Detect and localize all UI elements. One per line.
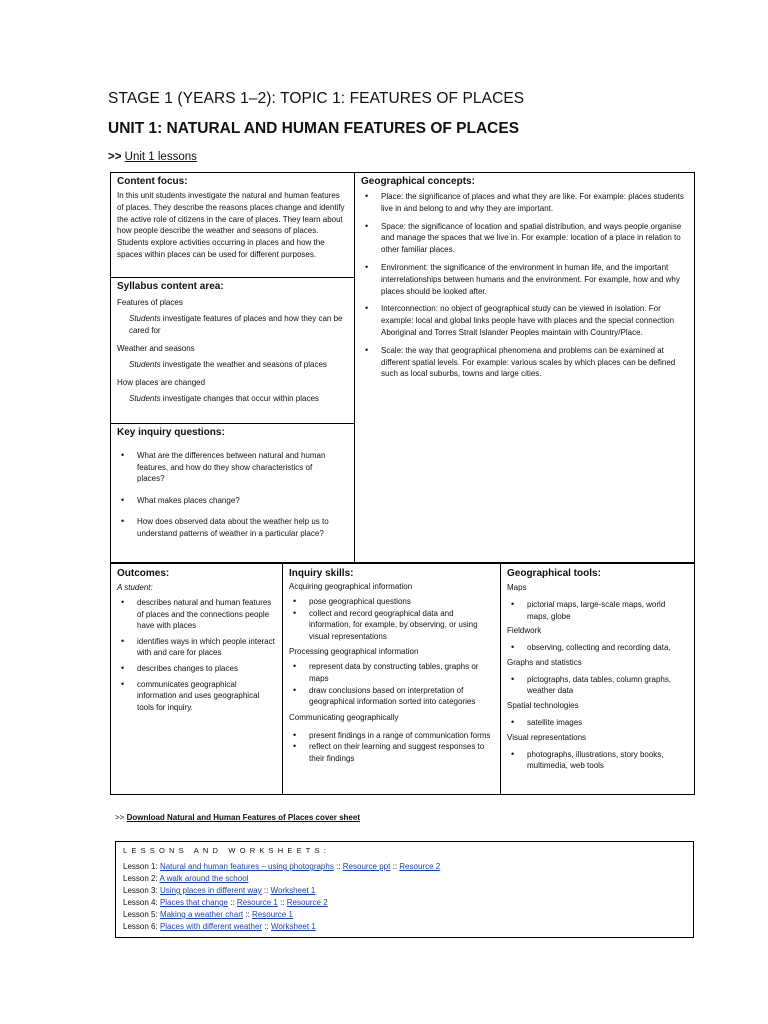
skills-group-heading: Processing geographical information — [289, 647, 419, 657]
download-cover-sheet-link[interactable]: Download Natural and Human Features of Places cover sheet — [126, 813, 360, 822]
syllabus-content-cell — [110, 277, 355, 424]
outcome-item: • communicates geographical information and uses geographical tools for inquiry. — [117, 679, 276, 714]
lesson-label: Lesson 4: — [123, 898, 158, 907]
inquiry-questions-list — [117, 450, 348, 540]
lessons-title: LESSONS AND WORKSHEETS: — [123, 846, 331, 855]
tools-group-heading: Graphs and statistics — [507, 657, 582, 667]
syllabus-list — [117, 297, 348, 405]
download-arrow: >> — [115, 813, 125, 822]
syllabus-title: Syllabus content area: — [117, 281, 224, 292]
stage-heading: STAGE 1 (YEARS 1–2): TOPIC 1: FEATURES OF PLACES — [108, 90, 525, 107]
skills-group-heading: Communicating geographically — [289, 712, 399, 722]
link-arrow: >> — [108, 151, 122, 163]
syllabus-heading: Weather and seasons — [117, 344, 195, 353]
lesson-row — [123, 897, 686, 909]
lesson-row — [123, 921, 686, 933]
lesson-link[interactable]: Making a weather chart — [159, 910, 244, 919]
skill-item: • pose geographical questions — [289, 596, 494, 608]
link-separator: :: — [264, 922, 269, 931]
tool-item: • observing, collecting and recording data, — [507, 642, 688, 654]
lesson-link[interactable]: Natural and human features – using photographs — [159, 862, 334, 871]
link-separator: :: — [392, 862, 398, 871]
skill-item: • collect and record geographical data and information, for example, by observing, or using visual representations — [289, 608, 494, 643]
tool-item: • photographs, illustrations, story books, multimedia, web tools — [507, 749, 688, 772]
inquiry-skills-cell — [282, 563, 501, 795]
download-row — [115, 813, 360, 822]
skill-item: • present findings in a range of communication forms — [289, 730, 494, 742]
concept-item: • Scale: the way that geographical phenomena and problems can be examined at different spatial levels. For example: various scales by which places can be defined such as local suburbs, towns and large cities. — [361, 345, 686, 380]
lesson-link[interactable]: Places that change — [159, 898, 228, 907]
skills-title: Inquiry skills: — [289, 568, 354, 579]
link-separator: :: — [263, 886, 269, 895]
lesson-row — [123, 885, 686, 897]
link-separator: :: — [230, 898, 235, 907]
inquiry-question: • What are the differences between natural and human features, and how do they show characteristics of places? — [117, 450, 330, 485]
tools-group-heading: Spatial technologies — [507, 700, 579, 710]
outcomes-title: Outcomes: — [117, 568, 170, 579]
outcomes-cell — [110, 563, 283, 795]
skill-item: • reflect on their learning and suggest responses to their findings — [289, 741, 494, 764]
outcome-item: • describes natural and human features of places and the connections people have with places — [117, 597, 276, 632]
resource-link[interactable]: Resource ppt — [342, 862, 391, 871]
skill-item: • draw conclusions based on interpretation of geographical information sorted into categories — [289, 685, 494, 708]
lesson-row — [123, 909, 686, 921]
concept-item: • Interconnection: no object of geographical study can be viewed in isolation. For example: local and global links people have with places and the special connection Aboriginal and Torres Strait Islander Peoples maintain with Country/Place. — [361, 303, 686, 338]
skill-item: • represent data by constructing tables, graphs or maps — [289, 661, 494, 684]
worksheet-link[interactable]: Worksheet 1 — [271, 922, 316, 931]
syllabus-heading: How places are changed — [117, 378, 206, 387]
lesson-link[interactable]: Places with different weather — [159, 922, 263, 931]
content-focus-text: In this unit students investigate the natural and human features of places. They describe the reasons places change and identify the active role of citizens in the care of places. They learn about how people describe the weather and seasons of places. Students explore activities occurring in places and how the spaces within places can be used for different purposes. — [117, 191, 345, 259]
outcome-item: • describes changes to places — [117, 663, 276, 675]
lesson-label: Lesson 1: — [123, 862, 158, 871]
link-separator: :: — [245, 910, 250, 919]
tools-group-heading: Fieldwork — [507, 626, 542, 636]
unit-lessons-link-row — [108, 151, 197, 163]
resource-link[interactable]: Resource 2 — [286, 898, 328, 907]
resource-link[interactable]: Resource 1 — [236, 898, 278, 907]
tool-item: • pictographs, data tables, column graphs, weather data — [507, 674, 688, 697]
concept-item: • Space: the significance of location and spatial distribution, and ways people organise and manage the spaces that we live in. For example: location of a place in relation to other familiar places. — [361, 221, 686, 256]
syllabus-text: investigate features of places and how they can be cared for — [129, 314, 343, 335]
concepts-list — [361, 191, 688, 380]
inquiry-question: • How does observed data about the weather help us to understand patterns of weather in a particular place? — [117, 516, 330, 539]
worksheet-link[interactable]: Worksheet 1 — [270, 886, 316, 895]
syllabus-item — [117, 393, 348, 405]
tools-group-heading: Maps — [507, 583, 527, 592]
syllabus-text: investigate the weather and seasons of places — [160, 360, 327, 369]
lesson-link[interactable]: A walk around the school — [159, 874, 249, 883]
tools-title: Geographical tools: — [507, 568, 601, 579]
outcomes-list — [117, 597, 276, 713]
syllabus-lead: Students — [129, 314, 161, 323]
inquiry-questions-title: Key inquiry questions: — [117, 427, 225, 438]
lesson-label: Lesson 2: — [123, 874, 158, 883]
inquiry-question: • What makes places change? — [117, 495, 330, 507]
tool-item: • pictorial maps, large-scale maps, world maps, globe — [507, 599, 688, 622]
concept-item: • Place: the significance of places and what they are like. For example: places students live in and belong to and why they are important. — [361, 191, 686, 215]
inquiry-questions-cell — [110, 423, 355, 563]
unit-lessons-link[interactable]: Unit 1 lessons — [124, 151, 197, 163]
unit-heading: UNIT 1: NATURAL AND HUMAN FEATURES OF PLACES — [108, 120, 520, 137]
lessons-worksheets-box — [115, 841, 694, 938]
outcome-item: • identifies ways in which people interact with and care for places — [117, 636, 276, 659]
link-separator: :: — [336, 862, 341, 871]
content-focus-cell — [110, 172, 355, 278]
lesson-label: Lesson 5: — [123, 910, 158, 919]
syllabus-item — [117, 313, 348, 337]
syllabus-text: investigate changes that occur within places — [160, 394, 319, 403]
syllabus-item — [117, 359, 348, 371]
lesson-link[interactable]: Using places in different way — [159, 886, 262, 895]
skills-group-heading: Acquiring geographical information — [289, 582, 413, 591]
syllabus-heading: Features of places — [117, 298, 183, 307]
content-focus-title: Content focus: — [117, 176, 188, 187]
concept-item: • Environment: the significance of the environment in human life, and the important interrelationships between humans and the environment. For example, how and why places should be looked after. — [361, 262, 686, 297]
resource-link[interactable]: Resource 1 — [252, 910, 293, 919]
syllabus-lead: Students — [129, 360, 161, 369]
geographical-tools-cell — [500, 563, 695, 795]
concepts-title: Geographical concepts: — [361, 176, 475, 187]
outcomes-intro: A student: — [117, 583, 153, 592]
lesson-row — [123, 861, 686, 873]
geographical-concepts-cell — [354, 172, 695, 563]
link-separator: :: — [280, 898, 285, 907]
lesson-row — [123, 873, 686, 885]
lesson-label: Lesson 3: — [123, 886, 158, 895]
tool-item: • satellite images — [507, 717, 688, 729]
resource-link[interactable]: Resource 2 — [399, 862, 441, 871]
lesson-label: Lesson 6: — [123, 922, 158, 931]
syllabus-lead: Students — [129, 394, 161, 403]
tools-group-heading: Visual representations — [507, 732, 587, 742]
